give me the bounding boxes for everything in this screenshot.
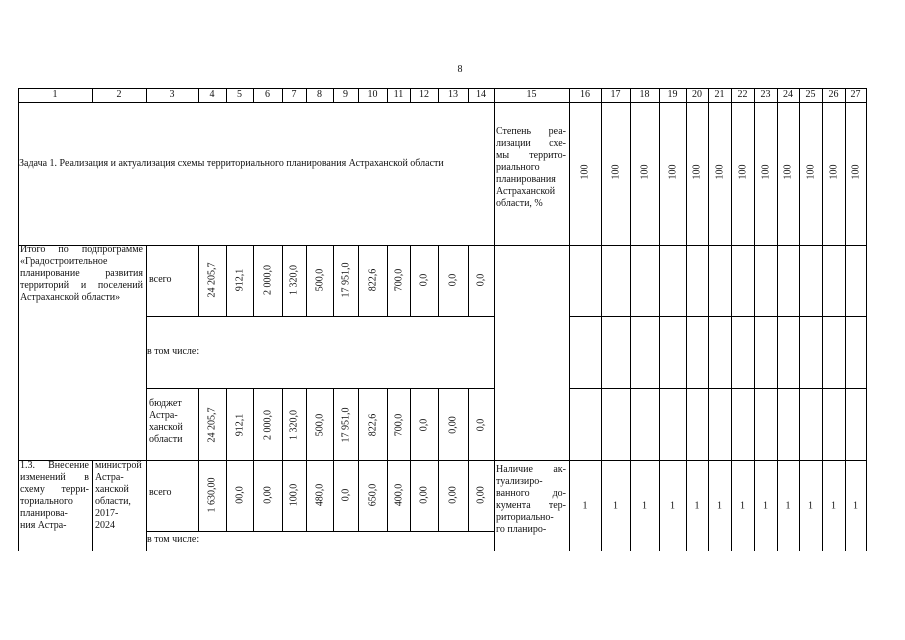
column-border xyxy=(569,88,570,551)
column-border xyxy=(358,388,359,531)
column-border xyxy=(754,88,755,551)
measure-total-value: 0,00 xyxy=(475,486,487,504)
subprogram-total-value: 0,0 xyxy=(447,273,459,287)
measure-total-value: 650,0 xyxy=(367,483,378,507)
measure-total-value: 0,00 xyxy=(262,486,273,504)
measure-name-line: ния Астра- xyxy=(20,520,67,531)
measure-target-value: 1 xyxy=(785,500,791,512)
subprogram-total-value: 17 951,0 xyxy=(340,262,351,298)
measure-target-value: 1 xyxy=(670,500,675,512)
header-col-21: 21 xyxy=(714,89,725,100)
subprogram-total-value: 2 000,0 xyxy=(262,265,273,295)
subprogram-total-value: 700,0 xyxy=(393,268,404,292)
column-border xyxy=(387,245,388,317)
header-col-12: 12 xyxy=(419,89,429,100)
measure-total-value: 0,00 xyxy=(418,486,430,504)
subprogram-total-value: 500,0 xyxy=(314,268,325,292)
subprogram-budget-value: 0,0 xyxy=(475,418,487,432)
header-col-4: 4 xyxy=(209,89,215,100)
column-border xyxy=(601,88,602,551)
task-indicator-text-line: риального xyxy=(496,162,540,173)
column-border xyxy=(410,388,411,531)
measure-name-line: ториального xyxy=(20,496,73,507)
column-border xyxy=(494,88,495,551)
budget-label-line: ханской xyxy=(149,422,183,433)
measure-executor-line: Астра- xyxy=(95,472,124,483)
column-border xyxy=(438,388,439,531)
subprogram-including-label: в том числе: xyxy=(147,346,200,357)
column-border xyxy=(708,88,709,551)
subprogram-budget-value: 0,00 xyxy=(447,416,459,434)
subprogram-total-value: 0,0 xyxy=(475,273,487,287)
task-target-value: 100 xyxy=(760,164,771,180)
task-indicator-text-line: области, % xyxy=(496,198,543,209)
subprogram-total-value: 0,0 xyxy=(418,273,430,287)
task-indicator-text-line: Астраханской xyxy=(496,186,556,197)
measure-total-value: 480,0 xyxy=(314,483,325,507)
header-col-6: 6 xyxy=(265,89,270,100)
header-col-8: 8 xyxy=(317,89,322,100)
header-col-16: 16 xyxy=(580,89,590,100)
measure-name-line: 1.3. Внесение xyxy=(20,460,89,471)
measure-executor xyxy=(95,460,144,532)
task-indicator-text-line: Степень реа- xyxy=(496,126,566,137)
budget-label-line: области xyxy=(149,434,183,445)
subprogram-name xyxy=(20,244,143,304)
task-indicator-text-line: лизации схе- xyxy=(496,138,566,149)
column-border xyxy=(387,388,388,531)
measure-total-value: 400,0 xyxy=(393,483,404,507)
measure-total-bottom-border xyxy=(146,531,494,532)
measure-target-value: 1 xyxy=(808,500,813,512)
column-border xyxy=(630,88,631,551)
measure-name-line: планирова- xyxy=(20,508,68,519)
subprogram-total-value: 822,6 xyxy=(367,268,378,292)
column-border xyxy=(226,388,227,531)
subprogram-total-value: 912,1 xyxy=(234,268,245,292)
measure-executor-line: 2024 xyxy=(95,520,115,531)
measure-indicator-text-line: го планиро- xyxy=(496,524,547,535)
measure-target-value: 1 xyxy=(740,500,745,512)
subprogram-budget-value: 0,0 xyxy=(418,418,430,432)
header-col-3: 3 xyxy=(169,89,175,100)
header-col-25: 25 xyxy=(805,89,816,100)
measure-total-value: 1 630,00 xyxy=(206,477,218,513)
task-target-value: 100 xyxy=(639,164,650,180)
subprogram-name-line: планирование развития xyxy=(20,268,143,279)
header-col-15: 15 xyxy=(526,89,537,100)
header-col-2: 2 xyxy=(116,89,122,100)
table-right-border xyxy=(866,88,867,551)
measure-total-value: 100,0 xyxy=(288,483,300,507)
header-col-14: 14 xyxy=(476,89,486,100)
measure-target-value: 1 xyxy=(642,500,647,512)
measure-executor-line: области, xyxy=(95,496,131,507)
measure-executor-line: ханской xyxy=(95,484,129,495)
header-col-10: 10 xyxy=(367,89,378,100)
subprogram-name-line: «Градостроительное xyxy=(20,256,108,267)
task-indicator-text xyxy=(496,126,566,210)
measure-indicator-text-line: ванного до- xyxy=(496,488,566,499)
subprogram-name-line: территорий и поселений xyxy=(20,280,143,291)
column-border xyxy=(799,88,800,551)
subprogram-budget-value: 24 205,7 xyxy=(206,407,218,443)
budget-label xyxy=(149,398,195,446)
task-indicator-text-line: мы террито- xyxy=(496,150,566,161)
page-number: 8 xyxy=(457,64,463,75)
subprogram-total-label: всего xyxy=(149,274,172,285)
column-border xyxy=(358,245,359,317)
measure-target-value: 1 xyxy=(831,500,836,512)
column-border xyxy=(282,245,283,317)
header-col-23: 23 xyxy=(760,89,771,100)
header-bottom-border xyxy=(18,102,866,103)
measure-indicator-text-line: риториально- xyxy=(496,512,554,523)
task-target-value: 100 xyxy=(782,164,794,180)
column-border xyxy=(845,88,846,551)
task-target-value: 100 xyxy=(737,164,748,180)
measure-executor-line: 2017- xyxy=(95,508,119,519)
measure-name-line: изменений в xyxy=(20,472,89,483)
header-col-19: 19 xyxy=(667,89,678,100)
header-col-9: 9 xyxy=(343,89,348,100)
column-border xyxy=(226,245,227,317)
header-col-11: 11 xyxy=(393,89,404,100)
measure-total-label: всего xyxy=(149,487,172,498)
column-border xyxy=(468,245,469,317)
header-col-17: 17 xyxy=(610,89,621,100)
measure-target-value: 1 xyxy=(582,500,588,512)
subprogram-total-value: 24 205,7 xyxy=(206,262,218,298)
subprogram-budget-value: 912,1 xyxy=(234,413,245,437)
task-target-value: 100 xyxy=(610,164,621,180)
measure-total-value: 0,00 xyxy=(447,486,459,504)
header-col-22: 22 xyxy=(737,89,748,100)
subprogram-budget-value: 700,0 xyxy=(393,413,404,437)
column-border xyxy=(253,388,254,531)
header-col-18: 18 xyxy=(639,89,650,100)
budget-label-line: бюджет xyxy=(149,398,182,409)
column-border xyxy=(198,245,199,317)
column-border xyxy=(731,88,732,551)
subprogram-budget-value: 17 951,0 xyxy=(340,407,351,443)
measure-target-value: 1 xyxy=(853,500,858,512)
column-border xyxy=(333,245,334,317)
header-col-1: 1 xyxy=(52,89,58,100)
column-border xyxy=(686,88,687,551)
header-col-27: 27 xyxy=(850,89,861,100)
header-col-13: 13 xyxy=(448,89,458,100)
subprogram-name-line: Итого по подпрограмме xyxy=(20,244,143,255)
task-target-value: 100 xyxy=(579,164,591,180)
measure-total-value: 00,0 xyxy=(234,486,245,504)
subprogram-name-line: Астраханской области» xyxy=(20,292,121,303)
column-border xyxy=(306,388,307,531)
measure-indicator-text-line: Наличие ак- xyxy=(496,464,566,475)
column-border xyxy=(282,388,283,531)
subprogram-budget-value: 2 000,0 xyxy=(262,410,273,440)
task-indicator-text-line: планирования xyxy=(496,174,556,185)
measure-indicator-text xyxy=(496,464,566,536)
measure-including-label: в том числе: xyxy=(147,534,200,545)
measure-target-value: 1 xyxy=(613,500,618,512)
measure-target-value: 1 xyxy=(717,500,722,512)
header-col-24: 24 xyxy=(783,89,793,100)
task-target-value: 100 xyxy=(691,164,703,180)
task-target-value: 100 xyxy=(714,164,725,180)
header-col-20: 20 xyxy=(692,89,702,100)
column-border xyxy=(468,388,469,531)
measure-name xyxy=(20,460,89,532)
measure-name-line: схему терри- xyxy=(20,484,89,495)
column-border xyxy=(146,245,147,551)
measure-indicator-text-line: кумента тер- xyxy=(496,500,566,511)
task-title: Задача 1. Реализация и актуализация схемы территориального планирования Астраханской области xyxy=(19,158,444,169)
column-border xyxy=(198,388,199,531)
measure-target-value: 1 xyxy=(763,500,768,512)
column-border xyxy=(822,88,823,551)
measure-total-value: 0,0 xyxy=(340,488,351,502)
column-border xyxy=(438,245,439,317)
measure-indicator-text-line: туализиро- xyxy=(496,476,543,487)
task-target-value: 100 xyxy=(805,164,816,180)
measure-executor-line: министрой xyxy=(95,460,142,471)
column-border xyxy=(777,88,778,551)
subprogram-budget-value: 822,6 xyxy=(367,413,378,437)
header-col-7: 7 xyxy=(291,89,297,100)
header-col-26: 26 xyxy=(828,89,839,100)
subprogram-budget-value: 500,0 xyxy=(314,413,325,437)
column-border xyxy=(253,245,254,317)
header-col-5: 5 xyxy=(237,89,242,100)
subprogram-budget-value: 1 320,0 xyxy=(288,410,300,440)
subprogram-total-value: 1 320,0 xyxy=(288,265,300,295)
task-target-value: 100 xyxy=(667,164,678,180)
task-target-value: 100 xyxy=(828,164,839,180)
budget-label-line: Астра- xyxy=(149,410,178,421)
column-border xyxy=(410,245,411,317)
column-border xyxy=(92,460,93,551)
column-border xyxy=(306,245,307,317)
task-target-value: 100 xyxy=(850,164,861,180)
measure-target-value: 1 xyxy=(694,500,700,512)
column-border xyxy=(333,388,334,531)
column-border xyxy=(659,88,660,551)
